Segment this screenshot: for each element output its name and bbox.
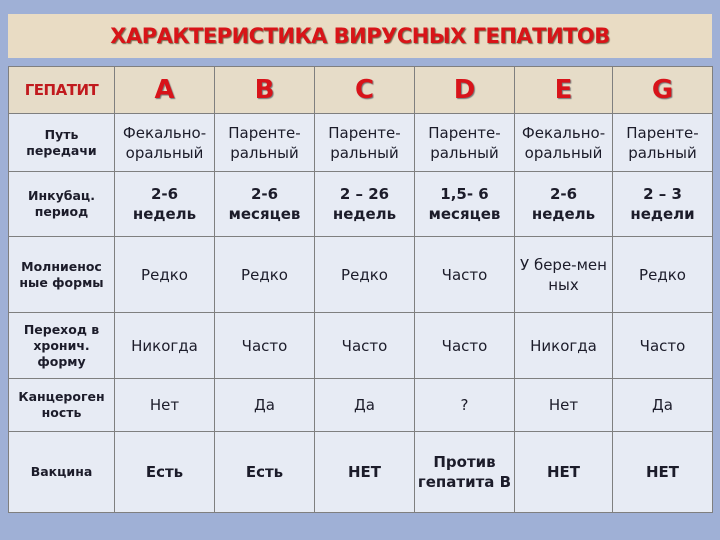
table-cell: Нет — [515, 379, 613, 432]
row-label-carcinogenicity: Канцероген ность — [9, 379, 115, 432]
table-cell: Редко — [613, 237, 713, 313]
row-label-chronic: Переход в хронич. форму — [9, 313, 115, 379]
row-label-incubation: Инкубац. период — [9, 172, 115, 237]
row-label-fulminant: Молниенос ные формы — [9, 237, 115, 313]
table-cell: 2 – 26 недель — [315, 172, 415, 237]
column-header-c: C — [315, 67, 415, 114]
table-cell: 1,5- 6 месяцев — [415, 172, 515, 237]
table-cell: Да — [215, 379, 315, 432]
table-cell: Да — [613, 379, 713, 432]
table-row — [9, 313, 713, 379]
corner-header: ГЕПАТИТ — [9, 67, 115, 114]
page-title: ХАРАКТЕРИСТИКА ВИРУСНЫХ ГЕПАТИТОВ — [110, 24, 610, 48]
table-cell: Часто — [315, 313, 415, 379]
table-cell: Никогда — [515, 313, 613, 379]
table-cell: НЕТ — [613, 432, 713, 513]
table-cell: НЕТ — [315, 432, 415, 513]
table-cell: У бере-мен ных — [515, 237, 613, 313]
table-cell: Редко — [315, 237, 415, 313]
column-header-g: G — [613, 67, 713, 114]
table-row — [9, 379, 713, 432]
table-cell: Часто — [215, 313, 315, 379]
hepatitis-table — [8, 66, 713, 513]
table-cell: Редко — [115, 237, 215, 313]
table-cell: НЕТ — [515, 432, 613, 513]
table-cell: 2-6 недель — [115, 172, 215, 237]
table-row — [9, 237, 713, 313]
table-cell: Паренте-ральный — [315, 114, 415, 172]
row-label-vaccine: Вакцина — [9, 432, 115, 513]
table-cell: Никогда — [115, 313, 215, 379]
table-cell: Паренте-ральный — [415, 114, 515, 172]
header-row — [9, 67, 713, 114]
column-header-a: A — [115, 67, 215, 114]
column-header-d: D — [415, 67, 515, 114]
table-cell: Часто — [415, 237, 515, 313]
table-cell: Нет — [115, 379, 215, 432]
column-header-b: B — [215, 67, 315, 114]
table-cell: Есть — [215, 432, 315, 513]
column-header-e: E — [515, 67, 613, 114]
table-row — [9, 172, 713, 237]
table-cell: Есть — [115, 432, 215, 513]
table-cell: Редко — [215, 237, 315, 313]
table-cell: ? — [415, 379, 515, 432]
table-cell: Паренте-ральный — [215, 114, 315, 172]
table-row — [9, 432, 713, 513]
table-cell: Часто — [415, 313, 515, 379]
table-row — [9, 114, 713, 172]
table-cell: Часто — [613, 313, 713, 379]
row-label-transmission: Путь передачи — [9, 114, 115, 172]
table-cell: Паренте-ральный — [613, 114, 713, 172]
table-cell: Фекально-оральный — [515, 114, 613, 172]
table-cell: Против гепатита В — [415, 432, 515, 513]
table-cell: 2 – 3 недели — [613, 172, 713, 237]
table-cell: 2-6 недель — [515, 172, 613, 237]
table-cell: 2-6 месяцев — [215, 172, 315, 237]
title-banner — [8, 14, 712, 58]
table-cell: Да — [315, 379, 415, 432]
table-cell: Фекально-оральный — [115, 114, 215, 172]
